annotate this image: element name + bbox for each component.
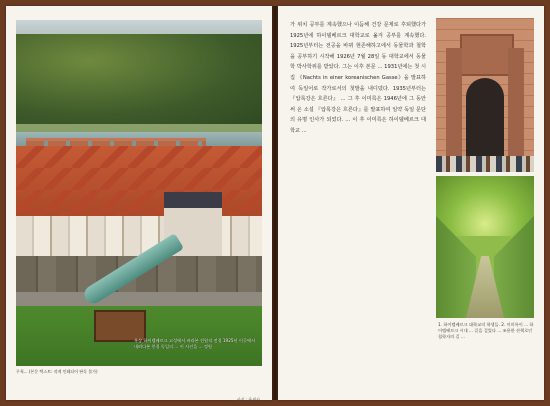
green-path-photo (436, 176, 534, 318)
photo-houses (16, 216, 262, 256)
door-arch (466, 78, 504, 158)
right-photo-caption: 1. 하이델베르크 대학교의 학생들. 2. 이미륵이 ... 하이델베르크 시내 ... 길을 걸었다 ... 조용한 산책로인 철학자의 길 ... (438, 322, 534, 340)
door-ornament (460, 34, 514, 76)
photo-hills (16, 34, 262, 124)
door-pillar-right (508, 48, 524, 158)
right-body-text: 가 위치 공부를 계속했으나 이듬해 건강 문제로 후퇴했다가 1925년에 하이델베르크 대학교로 옮겨 공부를 계속했다. 1925년부터는 전공을 바꿔 현존해하고에서 동물학과 철학을 공부하기 시작해 1926년 7월 28일 동 대학교에서 동물학 박사학위를 받았다. 그는 이후 본문 ... 1931년에는 첫 시집 《Nachts in einer koreanischen Gasse》을 발표하여 독일어로 작가로서의 첫발을 내디뎠다. 1935년부터는 『압록강은 흐른다』 ... 그 후 이미륵은 1946년에 그 동안 써 온 소설 『압록강은 흐른다』를 발표하여 일약 독일 문단의 유명 인사가 되었다. ... 이 후 이미륵은 하이델베르크 대학교 ... (290, 22, 426, 134)
people-at-door (436, 156, 534, 172)
heidelberg-cityscape-photo (16, 20, 262, 366)
photo-credit: 사진 : 윤재사 (236, 397, 260, 402)
right-page (278, 6, 544, 400)
tree-canopy (436, 176, 534, 236)
photo-path (16, 292, 262, 306)
left-page (6, 6, 272, 400)
left-body-text: 무척... (본문 텍스트: 작게 인쇄되어 판독 불가) (16, 369, 98, 374)
door-pillar-left (446, 48, 462, 158)
photo-caption: 옥상 하이델베르크 고성에서 바라본 전원적 전경 1925년 이곳에서 내려다본 풍경 독일의 ... 이 사진을 ... 정원 (134, 338, 256, 349)
university-doorway-photo (436, 18, 534, 172)
